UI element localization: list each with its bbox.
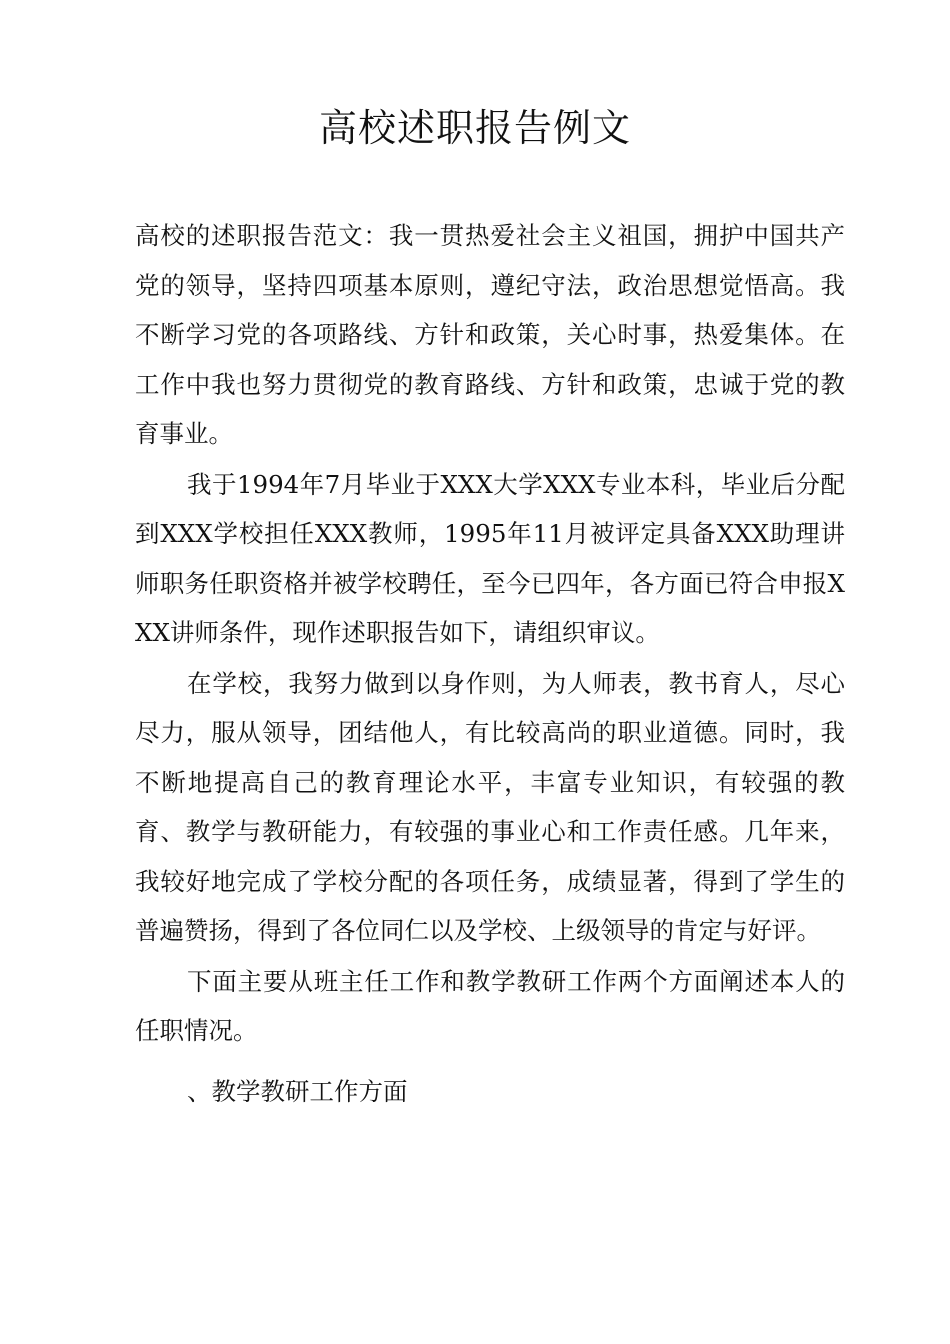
- paragraph-3: 在学校，我努力做到以身作则，为人师表，教书育人，尽心尽力，服从领导，团结他人，有比较高尚的职业道德。同时，我不断地提高自己的教育理论水平，丰富专业知识，有较强的教育、教学与教研能力，有较强的事业心和工作责任感。几年来，我较好地完成了学校分配的各项任务，成绩显著，得到了学生的普遍赞扬，得到了各位同仁以及学校、上级领导的肯定与好评。: [135, 668, 845, 945]
- document-title: 高校述职报告例文: [318, 106, 631, 150]
- paragraph-1: 高校的述职报告范文：我一贯热爱社会主义祖国，拥护中国共产党的领导，坚持四项基本原则，遵纪守法，政治思想觉悟高。我不断学习党的各项路线、方针和政策，关心时事，热爱集体。在工作中我也努力贯彻党的教育路线、方针和政策，忠诚于党的教育事业。: [135, 221, 845, 448]
- paragraph-2: 我于1994年7月毕业于XXX大学XXX专业本科，毕业后分配到XXX学校担任XXX教师，1995年11月被评定具备XXX助理讲师职务任职资格并被学校聘任，至今已四年，各方面已符合申报XXX讲师条件，现作述职报告如下，请组织审议。: [135, 469, 845, 647]
- section-heading: 、教学教研工作方面: [187, 1076, 408, 1106]
- paragraph-4: 下面主要从班主任工作和教学教研工作两个方面阐述本人的任职情况。: [135, 966, 845, 1045]
- document-body: [135, 211, 845, 1116]
